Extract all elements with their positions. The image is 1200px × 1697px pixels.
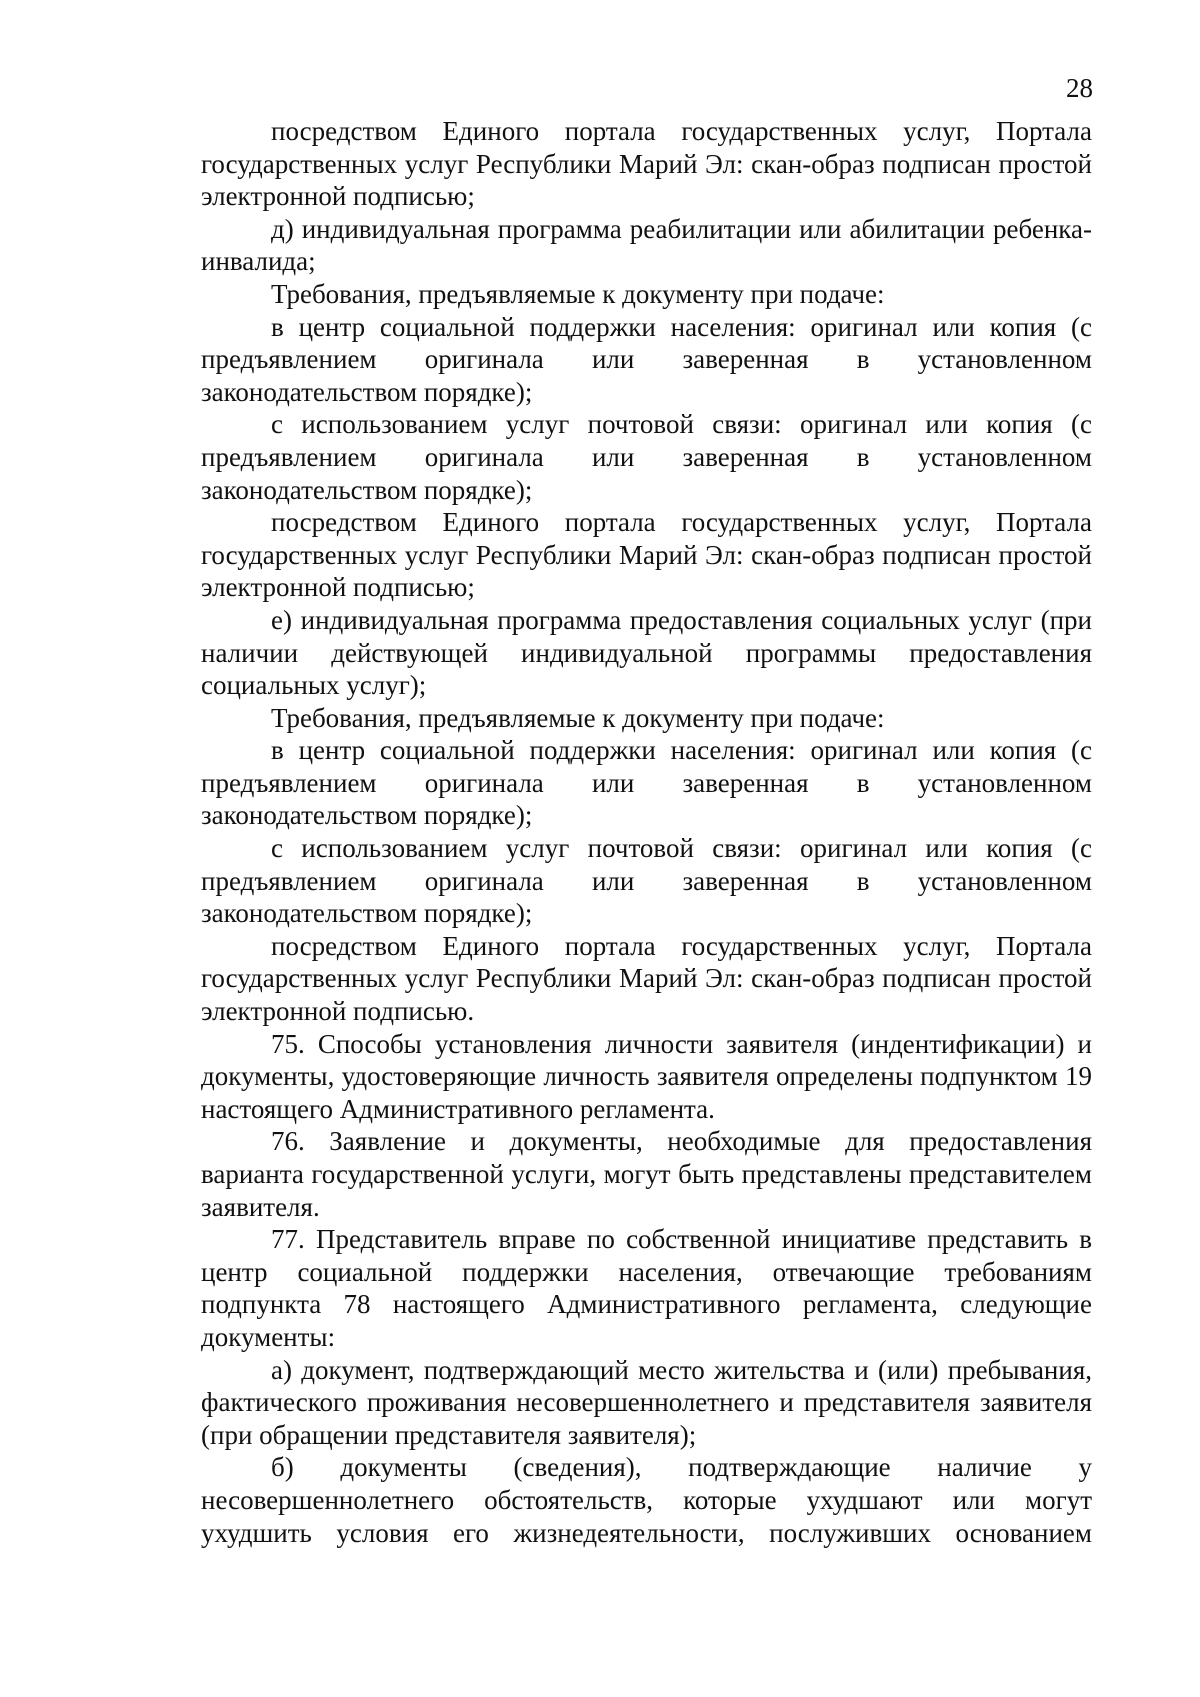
paragraph: е) индивидуальная программа предоставления социальных услуг (при наличии действующей индивидуальной программы предоставления социальных услуг); xyxy=(201,604,1092,701)
paragraph: Требования, предъявляемые к документу при подаче: xyxy=(271,278,885,309)
paragraph: 76. Заявление и документы, необходимые для предоставления варианта государственной услуги, могут быть представлены представителем заявителя. xyxy=(201,1126,1092,1222)
paragraph: с использованием услуг почтовой связи: оригинал или копия (с предъявлением оригинала или заверенная в установленном законодательством порядке); xyxy=(201,833,1092,929)
paragraph: с использованием услуг почтовой связи: оригинал или копия (с предъявлением оригинала или заверенная в установленном законодательством порядке); xyxy=(201,409,1092,505)
paragraph: посредством Единого портала государственных услуг, Портала государственных услуг Республики Марий Эл: скан-образ подписан простой электронной подписью. xyxy=(201,930,1092,1027)
page-number: 28 xyxy=(1066,73,1093,103)
paragraph: в центр социальной поддержки населения: оригинал или копия (с предъявлением оригинала или заверенная в установленном законодательством порядке); xyxy=(201,311,1092,407)
paragraph: д) индивидуальная программа реабилитации или абилитации ребенка-инвалида; xyxy=(201,213,1092,277)
paragraph: Требования, предъявляемые к документу при подаче: xyxy=(271,702,885,733)
paragraph: 77. Представитель вправе по собственной инициативе представить в центр социальной поддержки населения, отвечающие требованиям подпункта 78 настоящего Административного регламента, следующие документы: xyxy=(201,1224,1092,1352)
paragraph: в центр социальной поддержки населения: оригинал или копия (с предъявлением оригинала или заверенная в установленном законодательством порядке); xyxy=(201,735,1092,831)
paragraph: 75. Способы установления личности заявителя (индентификации) и документы, удостоверяющие личность заявителя определены подпунктом 19 настоящего Административного регламента. xyxy=(201,1028,1092,1124)
paragraph: а) документ, подтверждающий место жительства и (или) пребывания, фактического проживания несовершеннолетнего и представителя заявителя (при обращении представителя заявителя); xyxy=(201,1354,1092,1450)
paragraph: посредством Единого портала государственных услуг, Портала государственных услуг Республики Марий Эл: скан-образ подписан простой электронной подписью; xyxy=(201,116,1092,212)
paragraph: б) документы (сведения), подтверждающие наличие у несовершеннолетнего обстоятельств, которые ухудшают или могут ухудшить условия его жизнедеятельности, послуживших основанием xyxy=(201,1452,1092,1548)
paragraph: посредством Единого портала государственных услуг, Портала государственных услуг Республики Марий Эл: скан-образ подписан простой электронной подписью; xyxy=(201,507,1092,603)
document-body xyxy=(201,115,1092,1549)
